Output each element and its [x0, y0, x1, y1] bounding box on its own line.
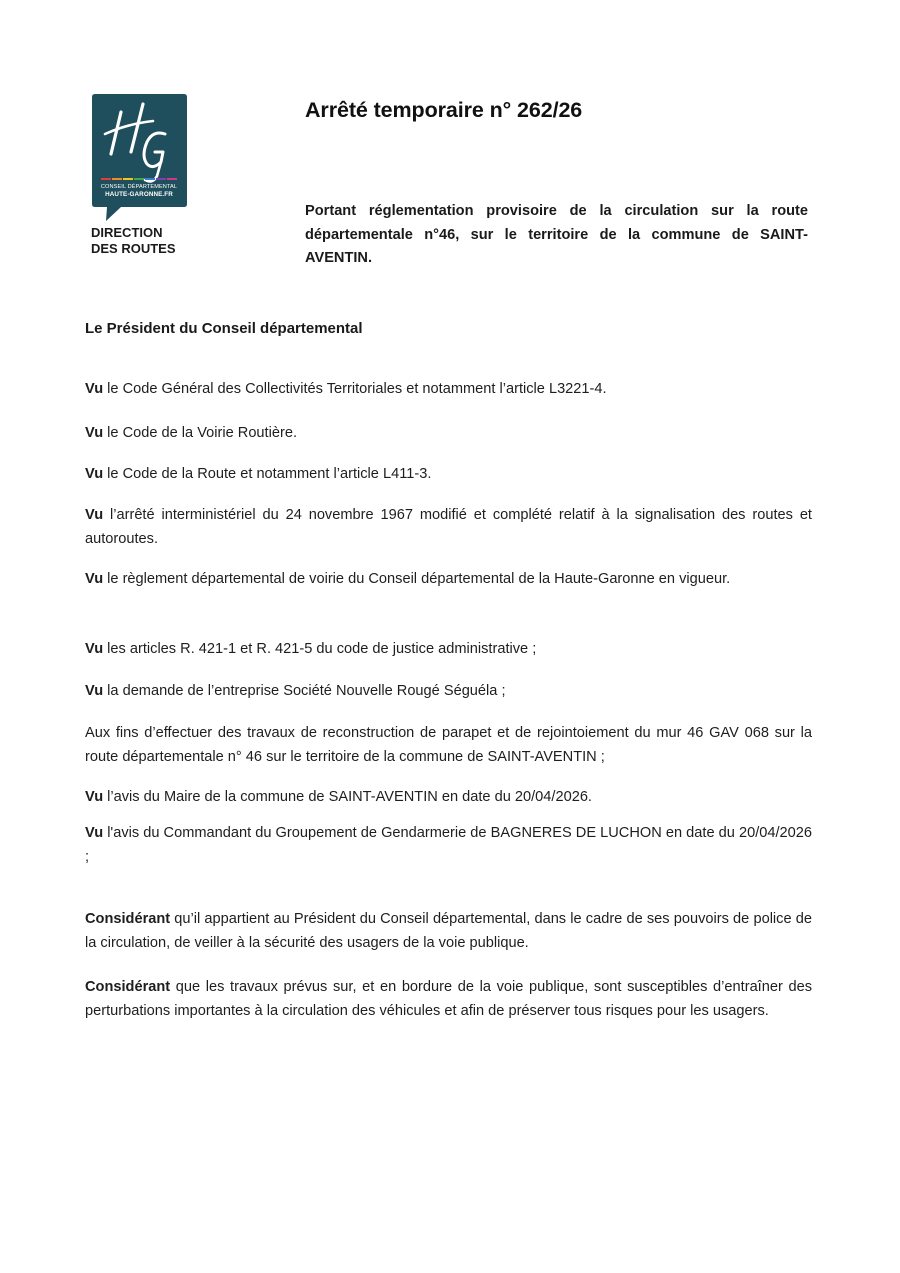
visa-paragraph [85, 462, 812, 486]
visa-keyword: Vu [85, 789, 104, 805]
department-label [91, 225, 176, 257]
department-label-line2: DES ROUTES [91, 241, 176, 256]
considerant-keyword: Considérant [85, 979, 171, 995]
visa-text: le Code de la Route et notamment l’article L411-3. [103, 466, 432, 482]
visa-text: le règlement départemental de voirie du Conseil départemental de la Haute-Garonne en vigueur. [103, 571, 731, 587]
visa-paragraph [85, 821, 812, 869]
visa-paragraph [85, 503, 812, 551]
visa-text: l'avis du Commandant du Groupement de Gendarmerie de BAGNERES DE LUCHON en date du 20/04/2026 ; [85, 825, 812, 865]
visa-keyword: Vu [85, 825, 104, 841]
visa-paragraph [85, 567, 812, 591]
visa-text: l’arrêté interministériel du 24 novembre 1967 modifié et complété relatif à la signalisation des routes et autoroutes. [85, 507, 812, 547]
considerant-paragraph [85, 975, 812, 1023]
decree-title: Arrêté temporaire n° 262/26 [305, 98, 583, 122]
department-label-line1: DIRECTION [91, 225, 163, 240]
visa-text: le Code Général des Collectivités Territoriales et notamment l’article L3221-4. [103, 381, 607, 397]
visa-paragraph [85, 377, 812, 401]
visa-keyword: Vu [85, 683, 104, 699]
issuing-authority: Le Président du Conseil départemental [85, 320, 363, 337]
considerant-paragraph [85, 907, 812, 955]
considerant-text: que les travaux prévus sur, et en bordure de la voie publique, sont susceptibles d’entraîner des perturbations importantes à la circulation des véhicules et afin de préserver tous risques pour les usagers. [85, 979, 812, 1019]
visa-keyword: Vu [85, 507, 104, 523]
visa-paragraph [85, 785, 812, 809]
visa-keyword: Vu [85, 466, 104, 482]
logo-emblem-icon [91, 94, 188, 222]
visa-text: le Code de la Voirie Routière. [103, 425, 297, 441]
visa-paragraph [85, 637, 812, 661]
visa-paragraph [85, 679, 812, 703]
logo-text-line1: CONSEIL DÉPARTEMENTAL [100, 184, 178, 190]
decree-subject: Portant réglementation provisoire de la circulation sur la route départementale n°46, sur le territoire de la commune de SAINT-AVENTIN. [305, 203, 808, 266]
considerant-text: qu’il appartient au Président du Conseil départemental, dans le cadre de ses pouvoirs de police de la circulation, de veiller à la sécurité des usagers de la voie publique. [85, 911, 812, 951]
visa-keyword: Vu [85, 571, 104, 587]
visa-paragraph [85, 421, 812, 445]
logo-text-line2: HAUTE-GARONNE.FR [105, 191, 173, 198]
visa-keyword: Vu [85, 425, 104, 441]
visa-keyword: Vu [85, 641, 104, 657]
visa-text: la demande de l’entreprise Société Nouvelle Rougé Séguéla ; [103, 683, 506, 699]
haute-garonne-logo [91, 94, 188, 222]
considerant-keyword: Considérant [85, 911, 171, 927]
visa-keyword: Vu [85, 381, 104, 397]
visa-text: l’avis du Maire de la commune de SAINT-AVENTIN en date du 20/04/2026. [103, 789, 592, 805]
purpose-paragraph: Aux fins d’effectuer des travaux de reconstruction de parapet et de rejointoiement du mur 46 GAV 068 sur la route départementale n° 46 sur le territoire de la commune de SAINT-AVENTIN ; [85, 725, 812, 765]
visa-text: les articles R. 421-1 et R. 421-5 du code de justice administrative ; [103, 641, 537, 657]
